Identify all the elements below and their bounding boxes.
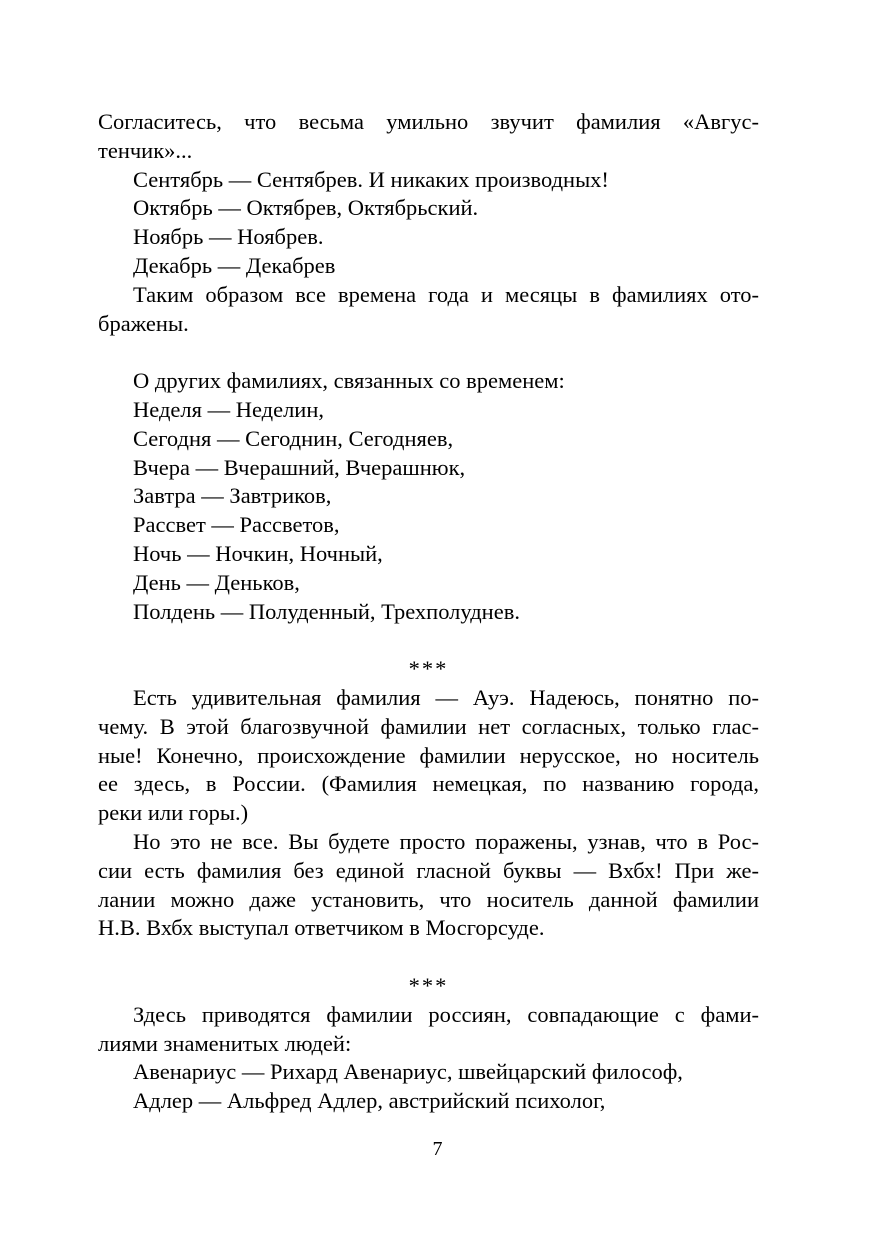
text-line: Рассвет — Рассветов,	[133, 512, 340, 538]
text-line: Вчера — Вчерашний, Вчерашнюк,	[133, 454, 466, 480]
text-line: Ноябрь — Ноябрев.	[133, 224, 324, 250]
text-line: Октябрь — Октябрев, Октябрьский.	[133, 195, 479, 221]
text-line: Сегодня — Сегоднин, Сегодняев,	[133, 425, 454, 451]
blank-line	[98, 338, 759, 367]
text-line: тенчик»...	[98, 137, 193, 163]
text-line: Завтра — Завтриков,	[133, 483, 332, 509]
text-line: Таким образом все времена года и месяцы в фамилиях ото-	[133, 281, 759, 307]
text-line: Н.В. Вхбх выступал ответчиком в Мосгорсуде.	[98, 915, 545, 941]
page-body	[98, 108, 759, 1116]
text-line: Есть удивительная фамилия — Ауэ. Надеюсь, понятно по-	[133, 684, 759, 710]
text-line: Неделя — Неделин,	[133, 396, 325, 422]
text-line: Декабрь — Декабрев	[133, 252, 336, 278]
section-separator: ***	[408, 656, 449, 682]
section-separator: ***	[408, 972, 449, 998]
text-line: Согласитесь, что весьма умильно звучит фамилия «Авгус-	[98, 109, 759, 134]
blank-line	[98, 943, 759, 972]
text-line: чему. В этой благозвучной фамилии нет согласных, только глас-	[98, 713, 759, 739]
text-line: ные! Конечно, происхождение фамилии нерусское, но носитель	[98, 742, 759, 768]
text-line: бражены.	[98, 310, 189, 336]
text-line: Авенариус — Рихард Авенариус, швейцарский философ,	[133, 1059, 683, 1085]
text-line: Адлер — Альфред Адлер, австрийский психолог,	[133, 1088, 606, 1114]
text-line: сии есть фамилия без единой гласной буквы — Вхбх! При же-	[98, 857, 759, 883]
blank-line	[98, 626, 759, 655]
text-line: ее здесь, в России. (Фамилия немецкая, по названию города,	[98, 771, 759, 797]
text-line: Здесь приводятся фамилии россиян, совпадающие с фами-	[133, 1001, 759, 1027]
text-line: Полдень — Полуденный, Трехполуднев.	[133, 598, 520, 624]
text-line: Ночь — Ночкин, Ночный,	[133, 540, 383, 566]
text-line: День — Деньков,	[133, 569, 300, 595]
text-line: Но это не все. Вы будете просто поражены, узнав, что в Рос-	[133, 828, 759, 854]
page-number: 7	[432, 1138, 443, 1160]
text-line: Сентябрь — Сентябрев. И никаких производных!	[133, 166, 609, 192]
text-line: О других фамилиях, связанных со временем:	[133, 368, 565, 394]
text-line: лиями знаменитых людей:	[98, 1030, 352, 1056]
text-line: реки или горы.)	[98, 800, 249, 826]
text-line: лании можно даже установить, что носитель данной фамилии	[98, 886, 759, 912]
